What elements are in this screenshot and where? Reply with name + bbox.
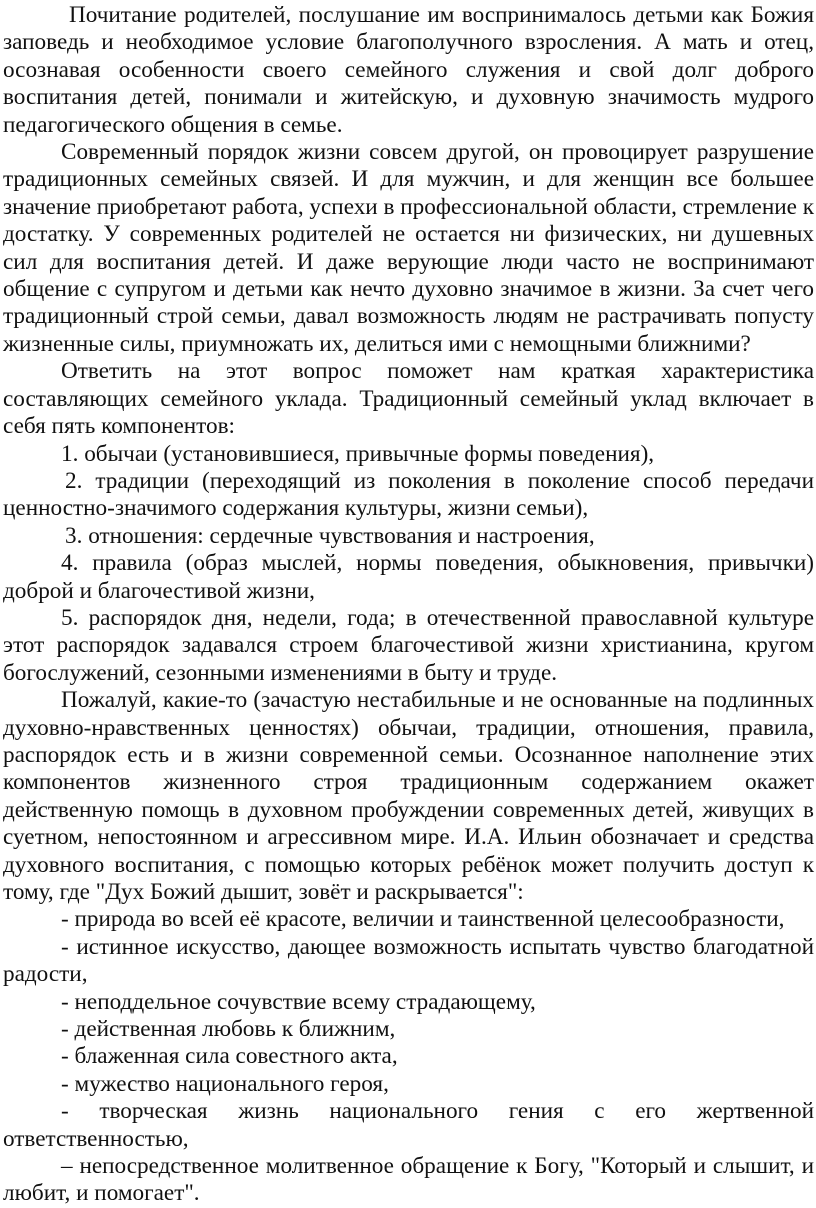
component-item-customs: 1. обычаи (установившиеся, привычные формы поведения), — [61, 440, 655, 467]
means-item-nature: - природа во всей её красоте, величии и таинственной целесообразности, — [61, 906, 785, 933]
means-item-genius: - творческая жизнь национального гения с его жертвенной ответственностью, — [3, 1098, 814, 1152]
component-item-traditions: 2. традиции (переходящий из поколения в поколение способ передачи ценностно-значимого содержания культуры, жизни семьи), — [3, 467, 814, 522]
means-item-compassion: - неподдельное сочувствие всему страдающему, — [61, 988, 536, 1015]
paragraph-reverence: Почитание родителей, послушание им воспринималось детьми как Божия заповедь и необходимое условие благополучного взросления. А мать и отец, осознавая особенности своего семейного служения и свой долг доброго воспитания детей, понимали и житейскую, и духовную значимость мудрого педагогического общения в семье. — [3, 2, 814, 138]
paragraph-ilyin: Пожалуй, какие-то (зачастую нестабильные и не основанные на подлинных духовно-нравственных ценностях) обычаи, традиции, отношения, правила, распорядок есть и в жизни современной семьи. Осознанное наполнение этих компонентов жизненного строя традиционным содержанием окажет действенную помощь в духовном пробуждении современных детей, живущих в суетном, непостоянном и агрессивном мире. И.А. Ильин обозначает и средства духовного воспитания, с помощью которых ребёнок может получить доступ к тому, где "Дух Божий дышит, зовёт и раскрывается": — [3, 687, 814, 905]
means-item-conscience: - блаженная сила совестного акта, — [61, 1043, 398, 1070]
component-item-rules: 4. правила (образ мыслей, нормы поведения, обыкновения, привычки) доброй и благочестивой жизни, — [3, 550, 814, 604]
paragraph-modern-order: Современный порядок жизни совсем другой, он провоцирует разрушение традиционных семейных связей. И для мужчин, и для женщин все большее значение приобретают работа, успехи в профессиональной области, стремление к достатку. У современных родителей не остается ни физических, ни душевных сил для воспитания детей. И даже верующие люди часто не воспринимают общение с супругом и детьми как нечто духовно значимое в жизни. За счет чего традиционный строй семьи, давал возможность людям не растрачивать попусту жизненные силы, приумножать их, делиться ими с немощными ближними? — [3, 139, 814, 357]
component-item-relations: 3. отношения: сердечные чувствования и настроения, — [65, 522, 595, 549]
component-item-schedule: 5. распорядок дня, недели, года; в отечественной православной культуре этот распорядок задавался строем благочестивой жизни христианина, кругом богослужений, сезонными изменениями в быту и труде. — [3, 604, 814, 686]
means-item-art: - истинное искусство, дающее возможность испытать чувство благодатной радости, — [3, 933, 814, 988]
means-item-prayer: – непосредственное молитвенное обращение к Богу, "Который и слышит, и любит, и помогает". — [3, 1153, 814, 1207]
paragraph-answer: Ответить на этот вопрос поможет нам краткая характеристика составляющих семейного уклада. Традиционный семейный уклад включает в себя пять компонентов: — [3, 358, 814, 440]
means-item-hero: - мужество национального героя, — [61, 1070, 389, 1097]
means-item-love: - действенная любовь к ближним, — [61, 1016, 396, 1043]
